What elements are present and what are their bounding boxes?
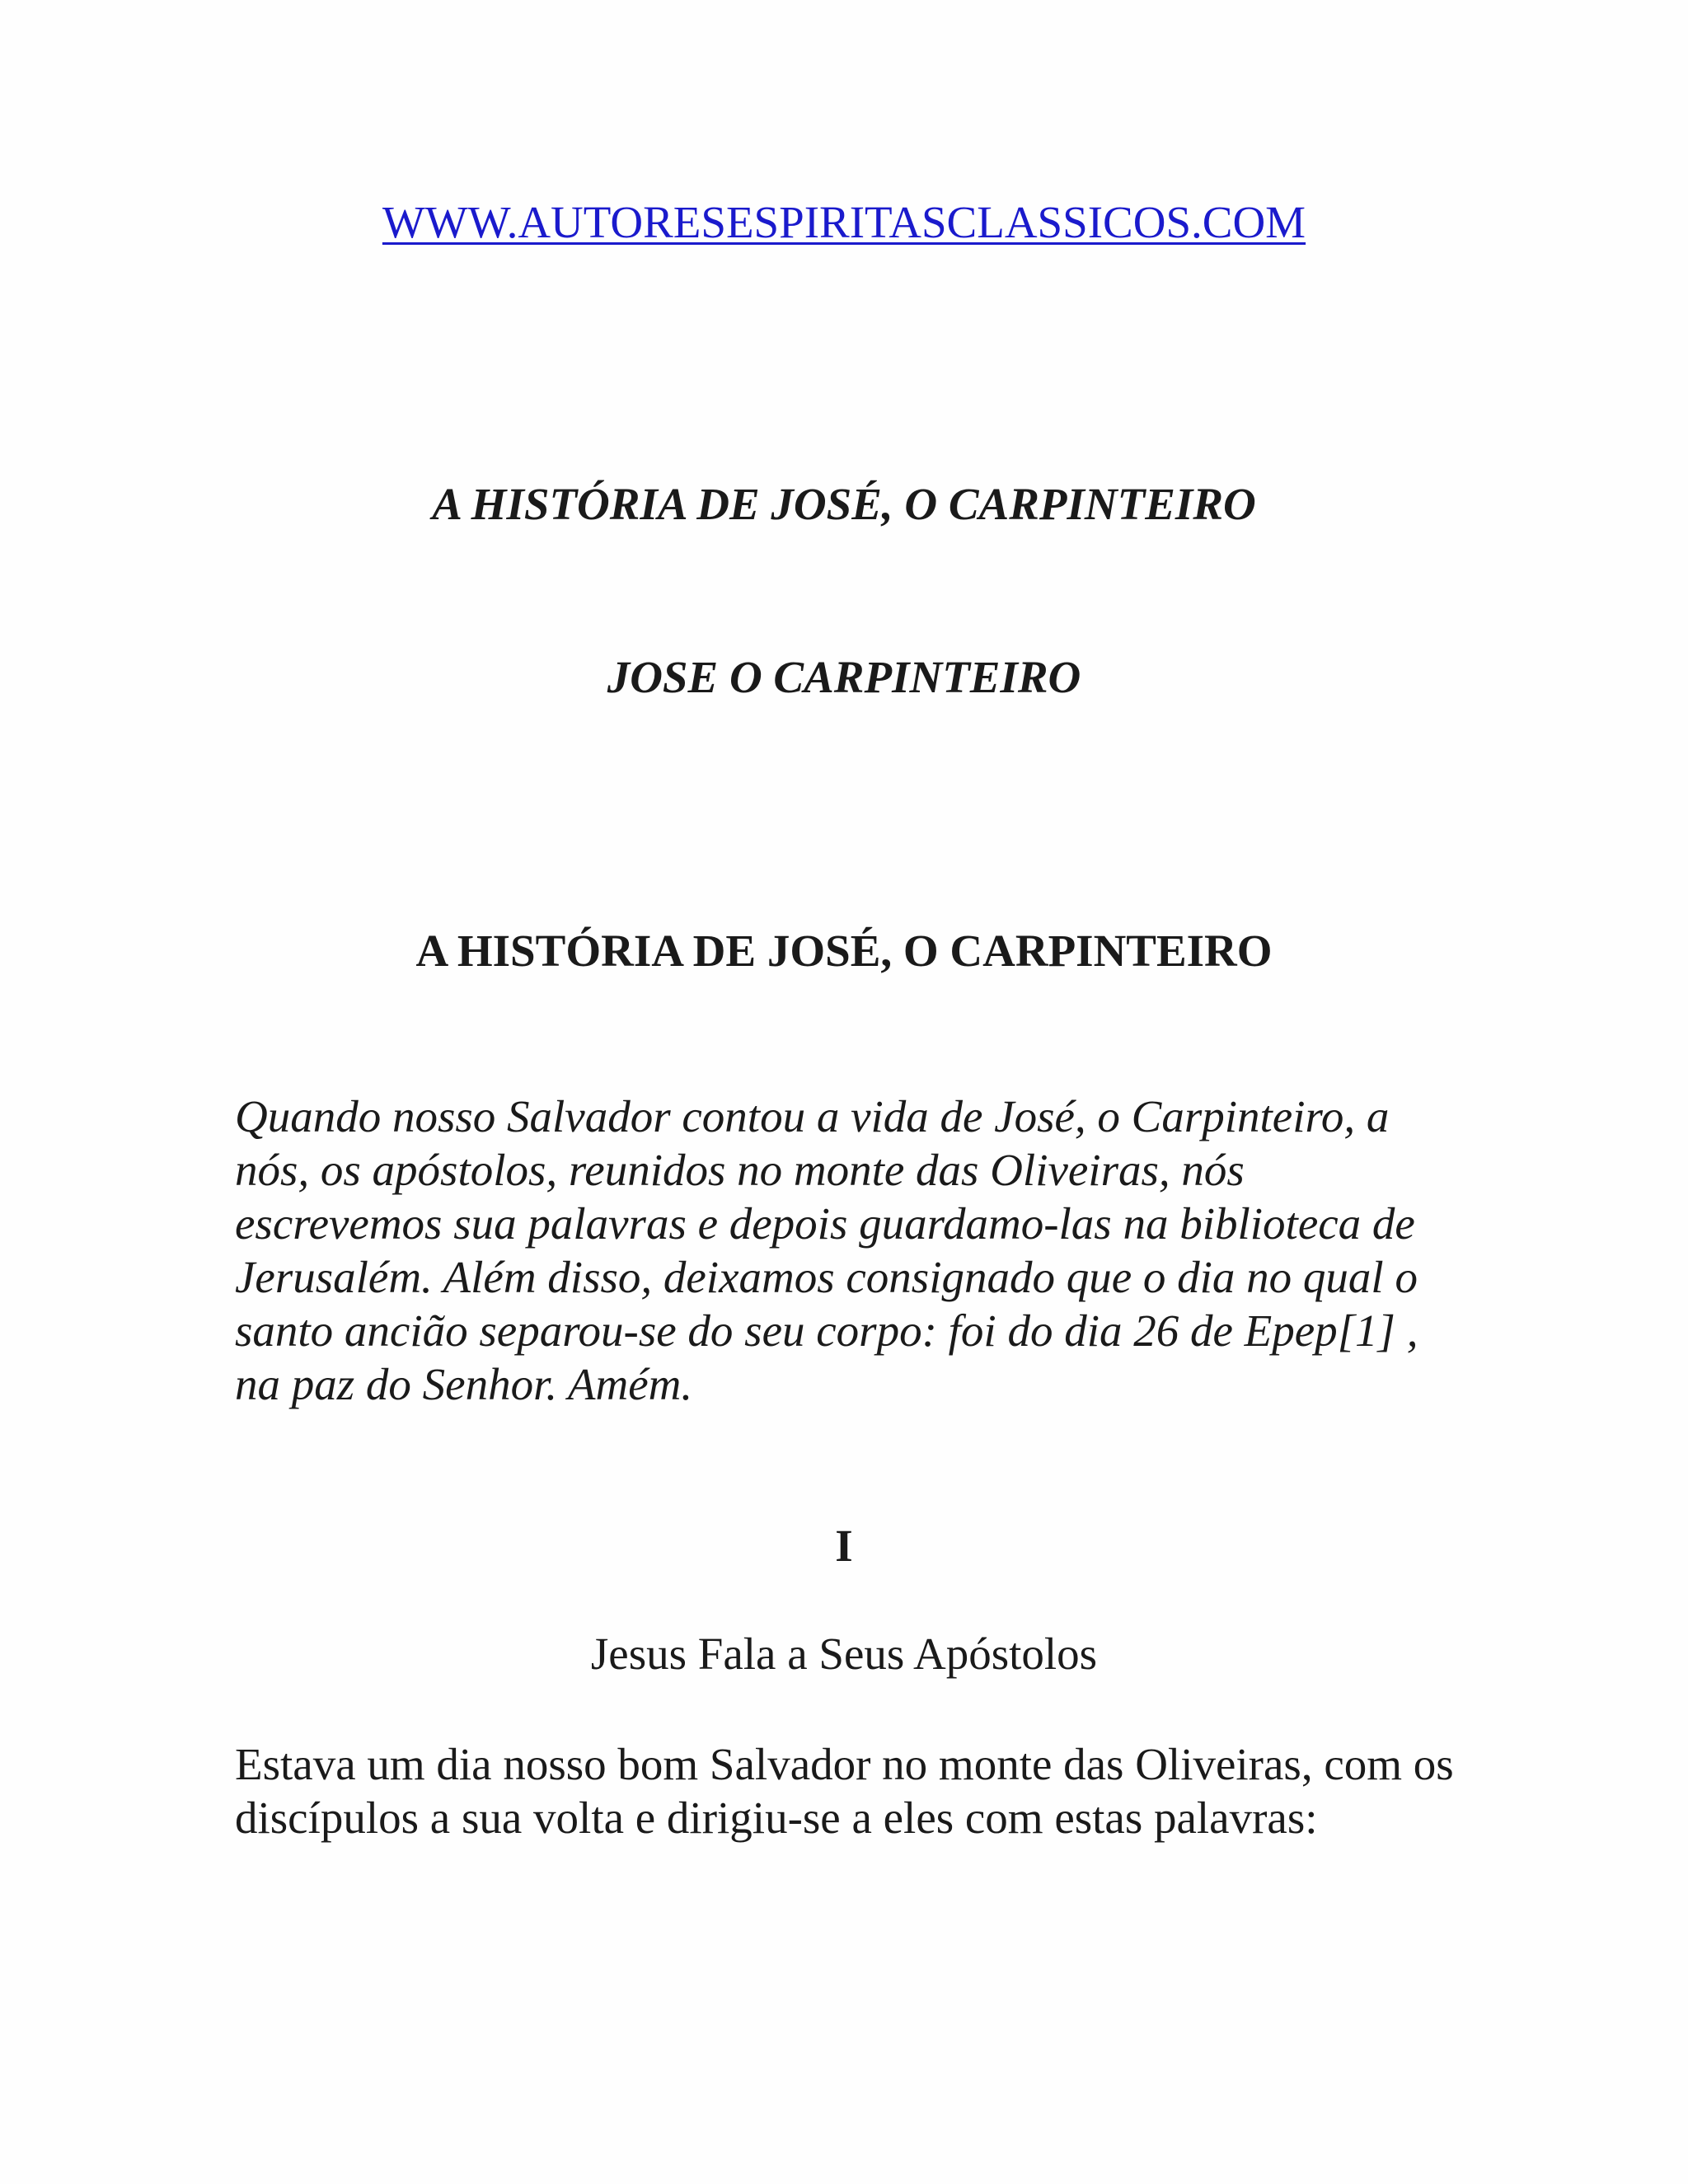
- document-subtitle: JOSE O CARPINTEIRO: [607, 652, 1081, 702]
- chapter-paragraph: Estava um dia nosso bom Salvador no monte das Oliveiras, com os discípulos a sua volta e dirigiu-se a eles com estas palavras:: [235, 1739, 1454, 1843]
- chapter-title: Jesus Fala a Seus Apóstolos: [590, 1629, 1098, 1679]
- document-title: A HISTÓRIA DE JOSÉ, O CARPINTEIRO: [432, 479, 1256, 529]
- section-heading: A HISTÓRIA DE JOSÉ, O CARPINTEIRO: [415, 926, 1273, 976]
- chapter-numeral: I: [835, 1521, 853, 1571]
- intro-paragraph: Quando nosso Salvador contou a vida de José, o Carpinteiro, a nós, os apóstolos, reunidos no monte das Oliveiras, nós escrevemos sua palavras e depois guardamo-las na biblioteca de Jerusalém. Além disso, deixamos consignado que o dia no qual o santo ancião separou-se do seu corpo: foi do dia 26 de Epep[1] , na paz do Senhor. Amém.: [235, 1091, 1418, 1409]
- site-link[interactable]: WWW.AUTORESESPIRITASCLASSICOS.COM: [382, 197, 1306, 247]
